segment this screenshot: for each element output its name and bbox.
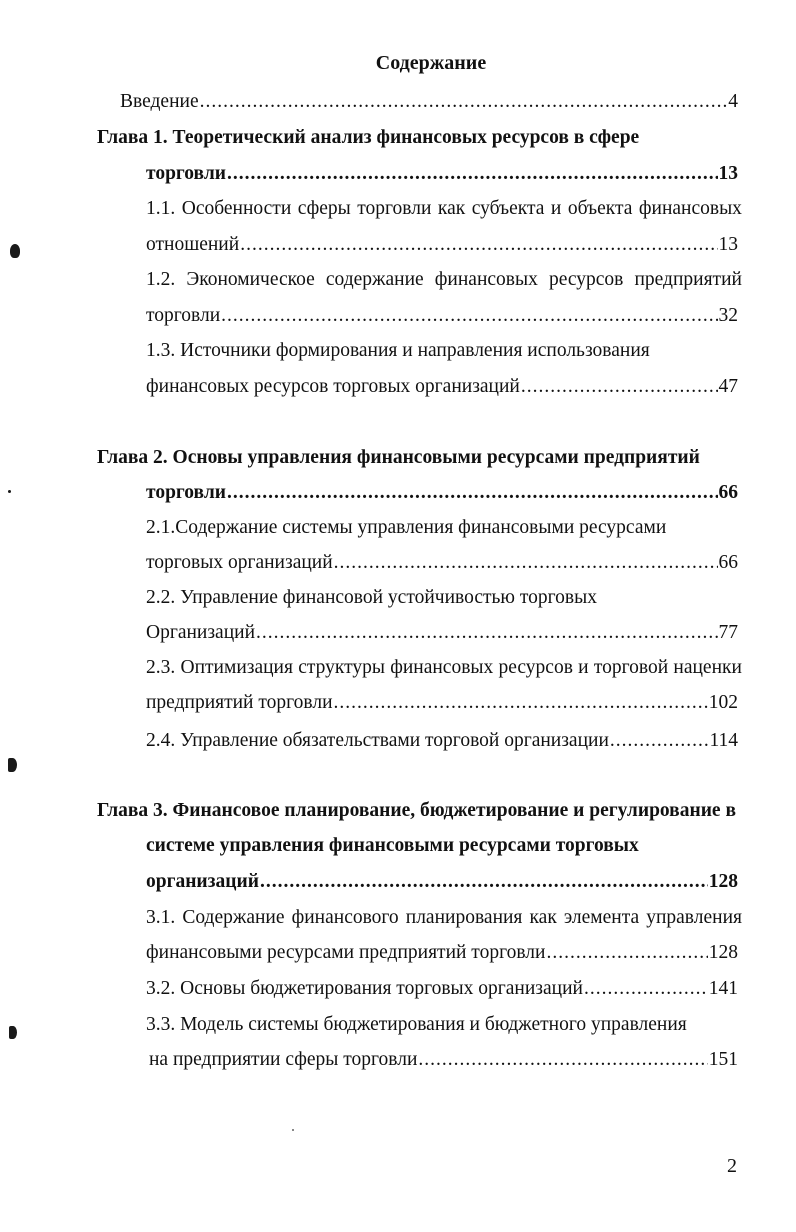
toc-entry-text: Введение (120, 91, 199, 112)
section-1-1-end (146, 233, 738, 257)
section-3-3-line: 3.3. Модель системы бюджетирования и бюджетного управления (146, 1014, 687, 1035)
section-2-1-end (146, 551, 738, 575)
section-3-3-end (149, 1048, 738, 1072)
section-2-2-end (146, 621, 738, 645)
section-1-1-line: 1.1. Особенности сферы торговли как субъекта и объекта финансовых (146, 198, 742, 219)
scan-artifact (8, 490, 11, 493)
toc-page-number: 128 (708, 942, 738, 963)
toc-entry-text: отношений (146, 234, 240, 255)
section-3-1-end (146, 941, 738, 965)
leader-dots (418, 1048, 707, 1072)
chapter-3-heading: Глава 3. Финансовое планирование, бюджетирование и регулирование в (97, 800, 736, 821)
section-3-1-line: 3.1. Содержание финансового планирования как элемента управления (146, 907, 742, 928)
toc-page-number: 13 (718, 163, 738, 184)
chapter-3-heading-line-2: системе управления финансовыми ресурсами торговых (146, 835, 639, 856)
leader-dots (256, 621, 717, 645)
leader-dots (546, 941, 707, 965)
scan-artifact (9, 1026, 17, 1039)
leader-dots (584, 977, 708, 1001)
section-1-3-end (146, 375, 738, 399)
toc-entry-text: предприятий торговли (146, 692, 333, 713)
toc-page-number: 141 (708, 978, 738, 999)
toc-entry-text: финансовых ресурсов торговых организаций (146, 376, 520, 397)
toc-page-number: 66 (718, 552, 738, 573)
chapter-2-heading-end (146, 481, 738, 505)
section-1-2-end (146, 304, 738, 328)
chapter-1-heading-end (146, 162, 738, 186)
chapter-3-heading-end (146, 870, 738, 894)
toc-entry-text: торговли (146, 163, 226, 184)
toc-entry-text: Организаций (146, 622, 256, 643)
leader-dots (200, 90, 728, 114)
leader-dots (610, 729, 709, 753)
toc-page-number: 151 (708, 1049, 738, 1070)
toc-entry-text: торговых организаций (146, 552, 333, 573)
leader-dots (260, 870, 708, 894)
section-2-1-line: 2.1.Содержание системы управления финансовыми ресурсами (146, 517, 667, 538)
toc-page-number: 4 (728, 91, 738, 112)
page-number: 2 (727, 1155, 737, 1177)
section-2-3-line: 2.3. Оптимизация структуры финансовых ресурсов и торговой наценки (146, 657, 742, 678)
toc-entry-text: финансовыми ресурсами предприятий торговли (146, 942, 546, 963)
toc-entry-text: 2.4. Управление обязательствами торговой организации (146, 730, 609, 751)
chapter-1-heading: Глава 1. Теоретический анализ финансовых ресурсов в сфере (97, 127, 640, 148)
leader-dots (521, 375, 718, 399)
section-2-3-end (146, 691, 738, 715)
page-title: Содержание (375, 52, 487, 74)
leader-dots (221, 304, 717, 328)
section-2-2-line: 2.2. Управление финансовой устойчивостью торговых (146, 587, 597, 608)
section-1-3-line: 1.3. Источники формирования и направления использования (146, 340, 650, 361)
leader-dots (334, 691, 708, 715)
toc-page-number: 32 (718, 305, 738, 326)
scan-artifact (10, 244, 20, 258)
leader-dots (227, 162, 718, 186)
toc-page-number: 102 (708, 692, 738, 713)
leader-dots (334, 551, 718, 575)
toc-page-number: 77 (718, 622, 738, 643)
toc-intro (120, 90, 738, 114)
toc-page-number: 13 (718, 234, 738, 255)
toc-page-number: 114 (709, 730, 738, 751)
toc-entry-text: торговли (146, 482, 226, 503)
toc-page-number: 47 (718, 376, 738, 397)
toc-entry-text: торговли (146, 305, 221, 326)
section-3-2-end (146, 977, 738, 1001)
section-1-2-line: 1.2. Экономическое содержание финансовых ресурсов предприятий (146, 269, 742, 290)
toc-page-number: 128 (708, 871, 738, 892)
toc-page-number: 66 (718, 482, 738, 503)
leader-dots (240, 233, 717, 257)
toc-entry-text: на предприятии сферы торговли (149, 1049, 418, 1070)
toc-entry-text: организаций (146, 871, 259, 892)
scan-artifact (292, 1129, 294, 1131)
scan-artifact (8, 758, 17, 772)
chapter-2-heading: Глава 2. Основы управления финансовыми ресурсами предприятий (97, 447, 700, 468)
section-2-4-end (146, 729, 738, 753)
leader-dots (227, 481, 718, 505)
toc-entry-text: 3.2. Основы бюджетирования торговых организаций (146, 978, 583, 999)
